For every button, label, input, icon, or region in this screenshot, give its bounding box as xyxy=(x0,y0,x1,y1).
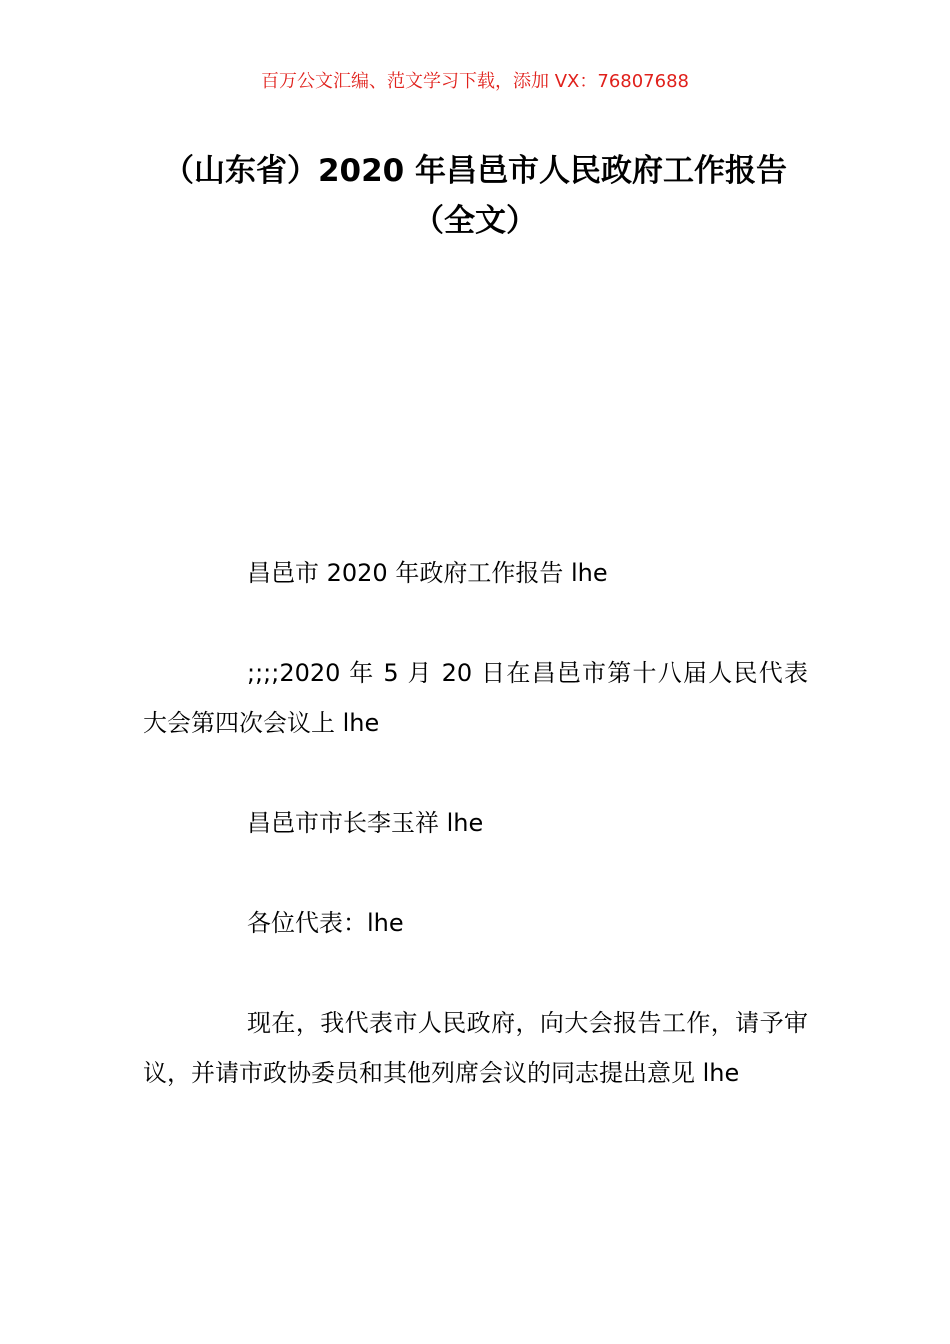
meeting-date-paragraph: ;;;;2020 年 5 月 20 日在昌邑市第十八届人民代表大会第四次会议上 lhe xyxy=(143,659,808,737)
document-title: （山东省）2020 年昌邑市人民政府工作报告（全文） xyxy=(162,153,788,239)
opening-paragraph: 现在，我代表市人民政府，向大会报告工作，请予审议，并请市政协委员和其他列席会议的同志提出意见 lhe xyxy=(143,1009,808,1087)
salutation-paragraph: 各位代表：lhe xyxy=(247,909,404,937)
report-heading-paragraph: 昌邑市 2020 年政府工作报告 lhe xyxy=(247,559,608,587)
speaker-paragraph: 昌邑市市长李玉祥 lhe xyxy=(247,809,484,837)
document-body xyxy=(143,548,808,1148)
header-note: 百万公文汇编、范文学习下载，添加 VX：76807688 xyxy=(261,71,689,92)
